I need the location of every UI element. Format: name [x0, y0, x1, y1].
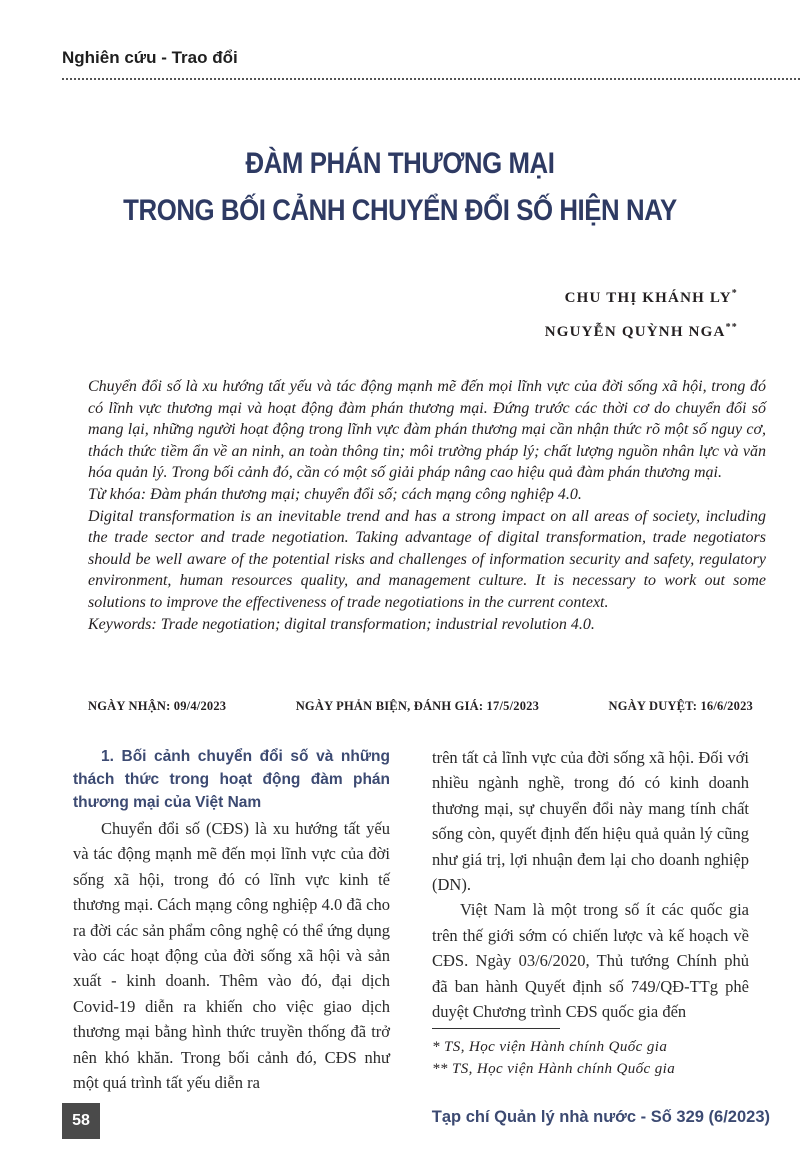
date-received: NGÀY NHẬN: 09/4/2023	[88, 699, 227, 713]
body-column-right	[432, 745, 749, 1024]
header-divider	[62, 78, 800, 80]
authors	[545, 279, 738, 347]
footnote-2: ** TS, Học viện Hành chính Quốc gia	[432, 1061, 676, 1077]
title-line-1: ĐÀM PHÁN THƯƠNG MẠI	[245, 147, 555, 180]
keywords-en: Keywords: Trade negotiation; digital transformation; industrial revolution 4.0.	[88, 615, 595, 633]
body-paragraph: trên tất cả lĩnh vực của đời sống xã hội. Đối với nhiều ngành nghề, trong đó có kinh doanh thương mại, sự chuyển đổi này mang tính chất sống còn, quyết định đến hiệu quả quản lý cũng như giá trị, lợi nhuận đem lại cho doanh nghiệp (DN).	[432, 748, 749, 895]
article-title	[40, 140, 760, 234]
keywords-vi: Từ khóa: Đàm phán thương mại; chuyển đổi số; cách mạng công nghiệp 4.0.	[88, 485, 582, 503]
section-heading: 1. Bối cảnh chuyển đổi số và những thách thức trong hoạt động đàm phán thương mại của Việt Nam	[73, 748, 390, 811]
abstract	[88, 376, 766, 635]
section-label: Nghiên cứu - Trao đổi	[62, 48, 238, 67]
body-paragraph: Chuyển đổi số (CĐS) là xu hướng tất yếu và tác động mạnh mẽ đến mọi lĩnh vực của đời sống xã hội, trong đó có lĩnh vực kinh tế thương mại. Cách mạng công nghiệp 4.0 đã cho ra đời các sản phẩm công nghệ có thể ứng dụng vào các hoạt động của đời sống xã hội và sản xuất - kinh doanh. Thêm vào đó, đại dịch Covid-19 diễn ra khiến cho việc giao dịch thương mại bằng hình thức truyền thống đã trở nên khó khăn. Trong bối cảnh đó, CĐS như một quá trình tất yếu diễn ra	[73, 819, 390, 1093]
page-number: 58	[62, 1103, 100, 1139]
journal-footer: Tạp chí Quản lý nhà nước - Số 329 (6/2023)	[431, 1108, 770, 1126]
abstract-vi: Chuyển đổi số là xu hướng tất yếu và tác động mạnh mẽ đến mọi lĩnh vực của đời sống xã hội, trong đó có lĩnh vực thương mại và hoạt động đàm phán thương mại. Đứng trước các thời cơ do chuyển đổi số mang lại, những người hoạt động trong lĩnh vực đàm phán thương mại cần nhận thức rõ một số nguy cơ, thách thức tiềm ẩn về an ninh, an toàn thông tin; môi trường pháp lý; chất lượng nguồn nhân lực và văn hóa quản lý. Trong bối cảnh đó, cần có một số giải pháp nâng cao hiệu quả đàm phán thương mại.	[88, 378, 766, 482]
article-dates	[88, 699, 753, 714]
body-column-left	[73, 745, 390, 1095]
footnotes	[432, 1036, 675, 1080]
footnote-1: * TS, Học viện Hành chính Quốc gia	[432, 1039, 668, 1055]
author-1: CHU THỊ KHÁNH LY*	[564, 288, 738, 306]
date-approved: NGÀY DUYỆT: 16/6/2023	[608, 699, 753, 713]
footnote-divider	[432, 1028, 560, 1029]
date-reviewed: NGÀY PHẢN BIỆN, ĐÁNH GIÁ: 17/5/2023	[295, 699, 540, 713]
title-line-2: TRONG BỐI CẢNH CHUYỂN ĐỔI SỐ HIỆN NAY	[123, 194, 677, 227]
body-paragraph: Việt Nam là một trong số ít các quốc gia trên thế giới sớm có chiến lược và kế hoạch về CĐS. Ngày 03/6/2020, Thủ tướng Chính phủ đã ban hành Quyết định số 749/QĐ-TTg phê duyệt Chương trình CĐS quốc gia đến	[432, 900, 749, 1022]
author-2: NGUYỄN QUỲNH NGA**	[544, 322, 738, 340]
abstract-en: Digital transformation is an inevitable trend and has a strong impact on all areas of society, including the trade sector and trade negotiation. Taking advantage of digital transformation, trade negotiators should be well aware of the potential risks and challenges of information security and safety, regulatory environment, human resources quality, and management culture. It is necessary to work out some solutions to improve the effectiveness of trade negotiations in the current context.	[88, 507, 766, 611]
